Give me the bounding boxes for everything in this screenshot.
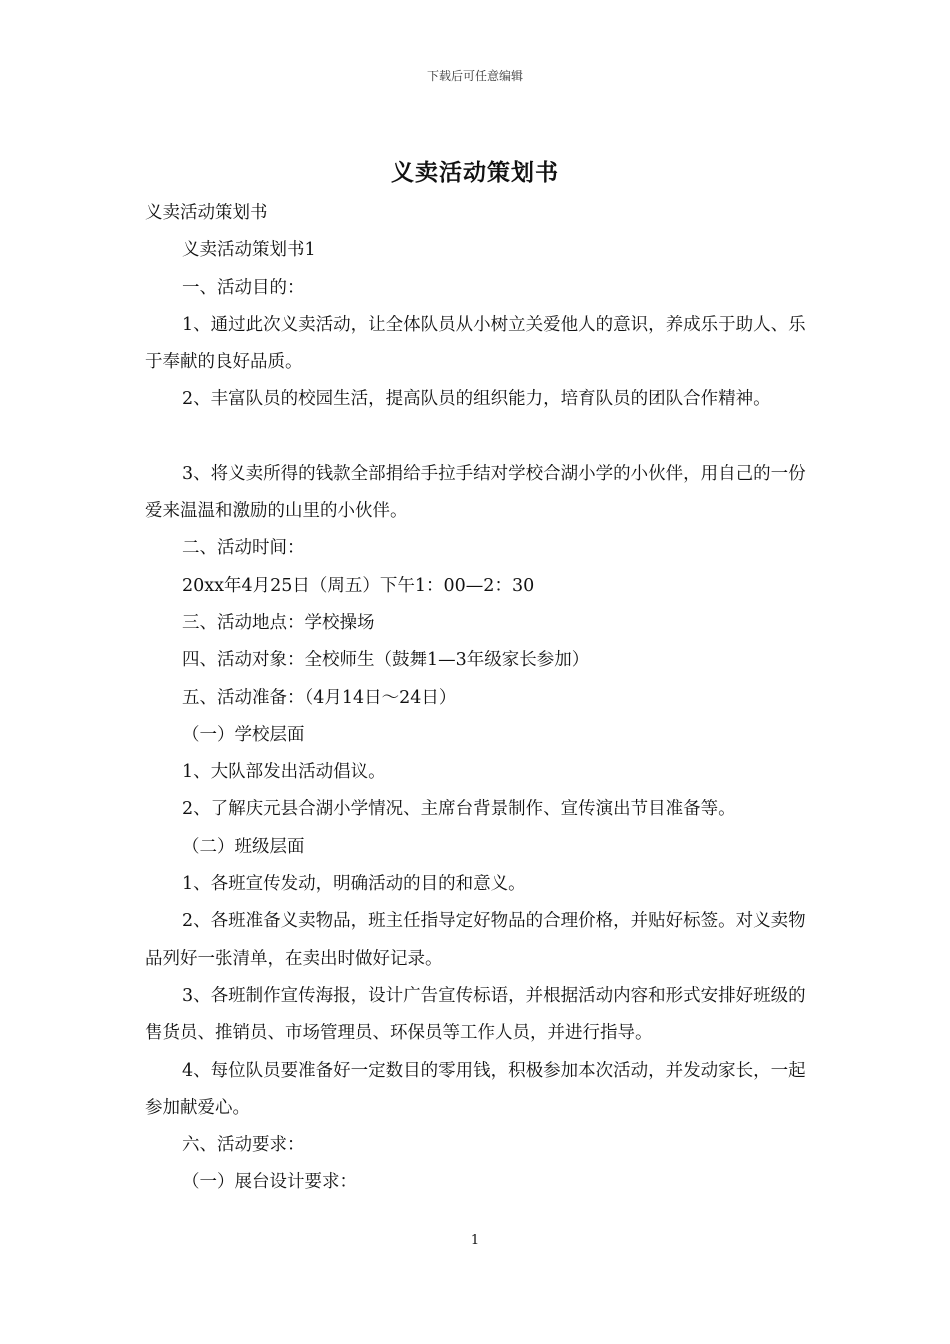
paragraph-class-2: 2、各班准备义卖物品，班主任指导定好物品的合理价格，并贴好标签。对义卖物品列好一张清单，在卖出时做好记录。 bbox=[145, 911, 806, 969]
paragraph-purpose-1: 1、通过此次义卖活动，让全体队员从小树立关爱他人的意识，养成乐于助人、乐于奉献的良好品质。 bbox=[145, 314, 806, 373]
paragraph-time: 20xx年4月25日（周五）下午1：00—2：30 bbox=[182, 575, 535, 596]
paragraph-class-4: 4、每位队员要准备好一定数目的零用钱，积极参加本次活动，并发动家长，一起参加献爱心。 bbox=[145, 1060, 806, 1118]
paragraph-class-1: 1、各班宣传发动，明确活动的目的和意义。 bbox=[182, 874, 526, 895]
document-title: 义卖活动策划书 bbox=[391, 159, 559, 186]
paragraph-school-2: 2、了解庆元县合湖小学情况、主席台背景制作、宣传演出节目准备等。 bbox=[182, 799, 736, 820]
paragraph-heading-preparation: 五、活动准备：（4月14日～24日） bbox=[182, 687, 457, 708]
document-body bbox=[145, 195, 820, 1202]
header-note: 下载后可任意编辑 bbox=[426, 69, 523, 83]
paragraph-school-1: 1、大队部发出活动倡议。 bbox=[182, 762, 386, 783]
paragraph-heading-requirements: 六、活动要求： bbox=[182, 1135, 305, 1156]
paragraph-booth-requirements: （一）展台设计要求： bbox=[182, 1172, 357, 1193]
paragraph-heading-purpose: 一、活动目的： bbox=[182, 277, 305, 298]
paragraph-class-3: 3、各班制作宣传海报，设计广告宣传标语，并根据活动内容和形式安排好班级的售货员、推销员、市场管理员、环保员等工作人员，并进行指导。 bbox=[145, 985, 806, 1044]
paragraph-purpose-2: 2、丰富队员的校园生活，提高队员的组织能力，培育队员的团队合作精神。 bbox=[182, 389, 771, 410]
paragraph-class-level: （二）班级层面 bbox=[182, 836, 305, 857]
paragraph-audience: 四、活动对象：全校师生（鼓舞1—3年级家长参加） bbox=[182, 650, 590, 671]
paragraph-heading-time: 二、活动时间： bbox=[182, 538, 305, 559]
paragraph-location: 三、活动地点：学校操场 bbox=[182, 612, 375, 633]
paragraph-section-heading: 义卖活动策划书1 bbox=[182, 240, 316, 261]
paragraph-school-level: （一）学校层面 bbox=[182, 724, 305, 745]
paragraph-purpose-3: 3、将义卖所得的钱款全部捐给手拉手结对学校合湖小学的小伙伴，用自己的一份爱来温温和激励的山里的小伙伴。 bbox=[145, 463, 806, 522]
page-number: 1 bbox=[470, 1233, 480, 1248]
paragraph-subtitle: 义卖活动策划书 bbox=[145, 203, 268, 223]
